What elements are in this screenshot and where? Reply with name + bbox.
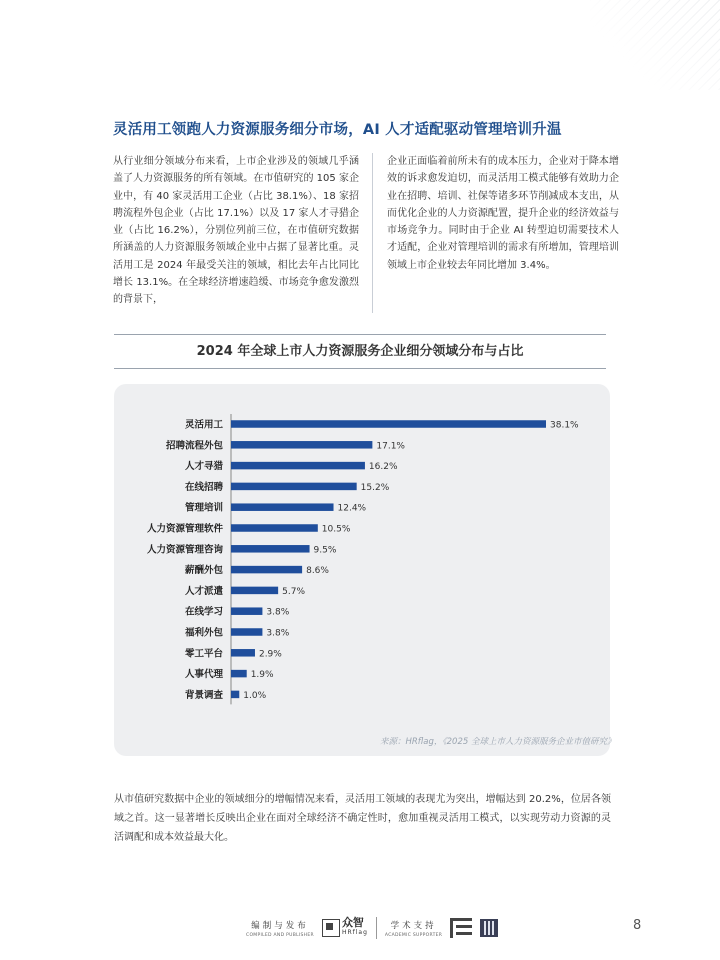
value-label: 3.8%	[266, 607, 290, 618]
value-label: 1.0%	[243, 690, 267, 701]
publisher-block	[246, 919, 314, 938]
bar	[231, 691, 239, 699]
category-label: 零工平台	[184, 648, 223, 660]
bar	[231, 462, 365, 470]
category-label: 在线学习	[184, 606, 223, 618]
bar	[231, 628, 262, 636]
category-label: 福利外包	[184, 627, 223, 639]
bar	[231, 441, 372, 449]
publisher-label-en: COMPILED AND PUBLISHER	[246, 932, 314, 938]
page-number: 8	[633, 918, 642, 933]
category-label: 在线招聘	[184, 481, 223, 493]
chart-source: 来源：HRflag，《2025 全球上市人力资源服务企业市值研究》	[380, 737, 616, 747]
value-label: 38.1%	[550, 420, 579, 431]
logo-text: 众智	[341, 916, 364, 929]
category-label: 人力资源管理咨询	[146, 544, 223, 556]
value-label: 12.4%	[337, 503, 367, 514]
chart-panel	[114, 384, 610, 756]
value-label: 15.2%	[360, 482, 390, 493]
chart-title: 2024 年全球上市人力资源服务企业细分领域分布与占比	[196, 344, 524, 359]
value-label: 10.5%	[321, 524, 351, 535]
publisher-label: 编制与发布	[251, 920, 309, 931]
footer-separator	[376, 917, 377, 939]
bar	[231, 503, 334, 511]
supporter-block	[385, 919, 442, 938]
category-label: 人才派遣	[184, 585, 223, 597]
category-label: 招聘流程外包	[165, 440, 223, 452]
value-label: 16.2%	[368, 462, 398, 473]
logo-subtext: HRflag	[341, 929, 368, 936]
bar	[231, 524, 318, 532]
category-label: 管理培训	[184, 502, 223, 514]
supporter-label: 学术支持	[390, 920, 437, 931]
chart-top-rule	[114, 334, 606, 335]
hrflag-logo-icon	[322, 919, 340, 937]
category-label: 薪酬外包	[184, 565, 223, 577]
bar	[231, 566, 302, 574]
bar	[231, 545, 310, 553]
category-label: 人才寻猎	[184, 461, 223, 473]
column-divider	[372, 153, 373, 313]
body-right-column: 企业正面临着前所未有的成本压力，企业对于降本增效的诉求愈发迫切，而灵活用工模式能够有效助力企业在招聘、培训、社保等诸多环节削减成本支出，从而优化企业的人力资源配置，提升企业的经济效益与市场竞争力。同时由于企业 AI 转型迫切需要技术人才适配，企业对管理培训的需求有所增加，管理培训领域上市企业较去年同比增加 3.4%。	[387, 156, 619, 271]
corner-decoration	[590, 0, 720, 90]
supporter-logo-icon	[450, 918, 472, 938]
category-label: 人事代理	[184, 669, 223, 681]
value-label: 3.8%	[266, 628, 290, 639]
bar	[231, 483, 357, 491]
qr-code-icon	[480, 919, 498, 937]
value-label: 5.7%	[282, 586, 306, 597]
hrflag-logo	[322, 918, 368, 938]
body-left-column: 从行业细分领域分布来看，上市企业涉及的领域几乎涵盖了人力资源服务的所有领域。在市值研究的 105 家企业中，有 40 家灵活用工企业（占比 38.1%）、18 家招聘流程外包企业（占比 17.1%）以及 17 家人才寻猎企业（占比 16.2%），分别位列前三位，在市值研究数据所涵盖的人力资源服务领域企业中占据了显著比重。灵活用工是 2024 年最受关注的领域，相比去年占比同比增长 13.1%。在全球经济增速趋缓、市场竞争愈发激烈的背景下，	[113, 156, 359, 306]
bar	[231, 420, 546, 428]
chart-title-rule	[114, 368, 606, 369]
category-label: 背景调查	[184, 689, 223, 701]
category-label: 灵活用工	[184, 419, 223, 431]
section-heading: 灵活用工领跑人力资源服务细分市场，AI 人才适配驱动管理培训升温	[113, 122, 562, 138]
value-label: 2.9%	[258, 649, 282, 660]
category-label: 人力资源管理软件	[146, 523, 223, 535]
bar	[231, 649, 255, 657]
summary-paragraph: 从市值研究数据中企业的领域细分的增幅情况来看，灵活用工领域的表现尤为突出，增幅达到 20.2%，位居各领域之首。这一显著增长反映出企业在面对全球经济不确定性时，愈加重视灵活用工模式，以实现劳动力资源的灵活调配和成本效益最大化。	[114, 794, 611, 843]
value-label: 17.1%	[376, 441, 405, 452]
bar	[231, 587, 278, 595]
bar-chart	[114, 384, 610, 756]
supporter-label-en: ACADEMIC SUPPORTER	[384, 932, 443, 938]
bar	[231, 670, 247, 678]
bar	[231, 607, 262, 615]
footer	[246, 912, 498, 944]
value-label: 1.9%	[250, 670, 274, 681]
value-label: 9.5%	[313, 545, 337, 556]
value-label: 8.6%	[306, 566, 329, 577]
